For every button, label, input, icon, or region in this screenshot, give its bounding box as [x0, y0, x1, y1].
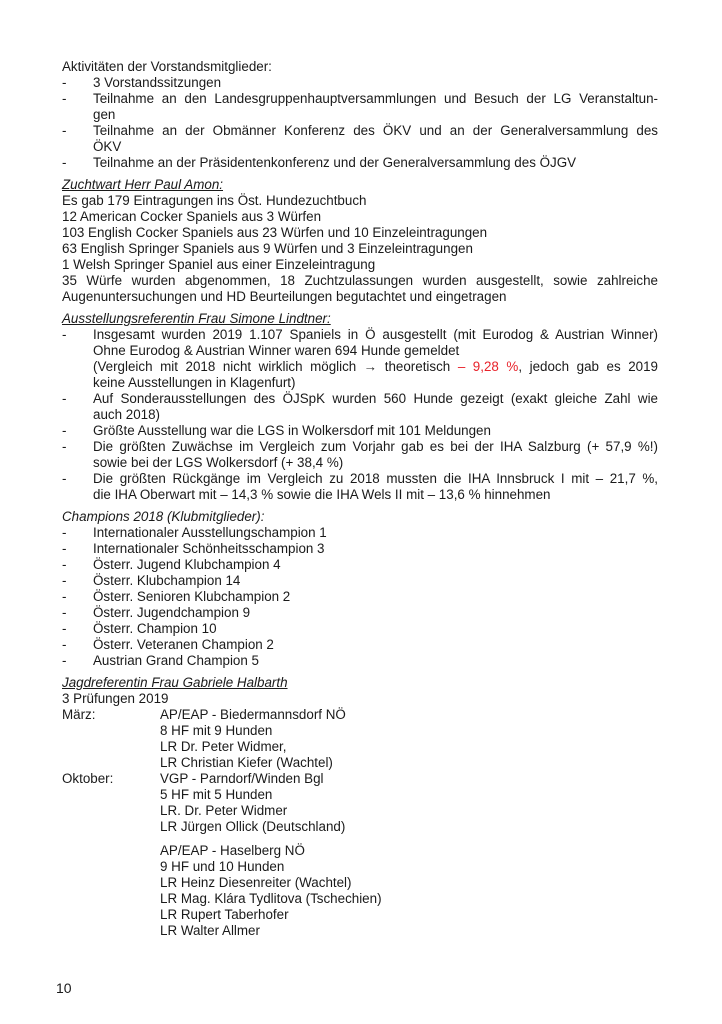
- page-number: 10: [56, 980, 72, 996]
- champion-text: Internationaler Schönheitsschampion 3: [93, 541, 325, 556]
- jagd-event-line: [62, 891, 658, 907]
- jagd-event-line: [62, 707, 658, 723]
- list-item: [62, 123, 658, 155]
- jagd-event-line: [62, 739, 658, 755]
- text-line: 12 American Cocker Spaniels aus 3 Würfen: [62, 209, 322, 224]
- text-line: Es gab 179 Eintragungen ins Öst. Hundezuchtbuch: [62, 193, 367, 208]
- bullet: -: [62, 439, 67, 454]
- jagd-event-line: [62, 819, 658, 835]
- jagd-event-label: Oktober:: [62, 771, 114, 786]
- jagd-event-label: [62, 755, 160, 771]
- bullet: -: [62, 155, 67, 170]
- list-item-text: Die größten Zuwächse im Vergleich zum Vorjahr gab es bei der IHA Salzburg (+ 57,9 %!): [93, 439, 658, 454]
- champion-text: Österr. Senioren Klubchampion 2: [93, 589, 291, 604]
- champion-text: Österr. Jugend Klubchampion 4: [93, 557, 281, 572]
- text-line: 35 Würfe wurden abgenommen, 18 Zuchtzulassungen wurden ausgestellt, sowie zahlreiche: [62, 273, 658, 288]
- champion-text: Österr. Klubchampion 14: [93, 573, 241, 588]
- champion-text: Internationaler Ausstellungschampion 1: [93, 525, 327, 540]
- jagd-event-line: [62, 755, 658, 771]
- jagd-event-line: [62, 859, 658, 875]
- jagd-event-label: März:: [62, 707, 96, 722]
- jagd-event-text: LR Jürgen Ollick (Deutschland): [160, 819, 346, 834]
- list-item-text: Teilnahme an der Präsidentenkonferenz und der Generalversammlung des ÖJGV: [93, 155, 577, 170]
- jagd-event-line: [62, 907, 658, 923]
- list-item: [62, 327, 658, 391]
- bullet: -: [62, 327, 67, 342]
- jagd-event-label: [62, 859, 160, 875]
- jagd-event-line: [62, 723, 658, 739]
- list-item-text: Die größten Rückgänge im Vergleich zu 2018 mussten die IHA Innsbruck I mit – 21,7 %,: [93, 471, 658, 486]
- text-span: , jedoch gab es 2019: [518, 359, 658, 374]
- list-item-text: Teilnahme an den Landesgruppenhauptversammlungen und Besuch der LG Veranstaltun-: [93, 91, 658, 106]
- ausstellung-heading: Ausstellungsreferentin Frau Simone Lindtner:: [62, 311, 331, 326]
- list-item-text: die IHA Oberwart mit – 14,3 % sowie die IHA Wels II mit – 13,6 % hinnehmen: [93, 487, 551, 502]
- zuchtwart-section: [62, 177, 658, 305]
- jagd-heading: Jagdreferentin Frau Gabriele Halbarth: [62, 675, 288, 690]
- list-item: [62, 91, 658, 123]
- list-item-text: keine Ausstellungen in Klagenfurt): [93, 375, 296, 390]
- jagd-event-label: [62, 875, 160, 891]
- jagd-event-label: [62, 819, 160, 835]
- bullet: -: [62, 423, 67, 438]
- jagd-section: [62, 675, 658, 939]
- list-item: [62, 423, 658, 439]
- list-item-text: gen: [93, 107, 116, 122]
- list-item-text: sowie bei der LGS Wolkersdorf (+ 38,4 %): [93, 455, 344, 470]
- jagd-event-label: [62, 803, 160, 819]
- jagd-event-text: LR Christian Kiefer (Wachtel): [160, 755, 333, 770]
- champion-item: [62, 637, 658, 653]
- jagd-event-text: 8 HF mit 9 Hunden: [160, 723, 273, 738]
- jagd-event-label: [62, 723, 160, 739]
- jagd-event-text: LR Heinz Diesenreiter (Wachtel): [160, 875, 352, 890]
- jagd-event-label: [62, 907, 160, 923]
- list-item: [62, 75, 658, 91]
- jagd-event-label: [62, 843, 160, 859]
- jagd-event-line: [62, 787, 658, 803]
- champion-text: Österr. Jugendchampion 9: [93, 605, 251, 620]
- jagd-event-text: VGP - Parndorf/Winden Bgl: [160, 771, 324, 786]
- jagd-event-label: [62, 891, 160, 907]
- text-line: 63 English Springer Spaniels aus 9 Würfen und 3 Einzeleintragungen: [62, 241, 473, 256]
- text-line: 1 Welsh Springer Spaniel aus einer Einzeleintragung: [62, 257, 376, 272]
- text-span: (Vergleich mit 2018 nicht wirklich möglich → theoretisch: [93, 359, 458, 374]
- bullet: -: [62, 91, 67, 106]
- champion-item: [62, 541, 658, 557]
- list-item: [62, 471, 658, 503]
- highlight-percentage: – 9,28 %: [457, 359, 519, 374]
- jagd-event-line: [62, 803, 658, 819]
- champion-text: Österr. Veteranen Champion 2: [93, 637, 274, 652]
- jagd-event-text: LR Dr. Peter Widmer,: [160, 739, 287, 754]
- jagd-event-label: [62, 739, 160, 755]
- jagd-event-text: LR Rupert Taberhofer: [160, 907, 289, 922]
- text-line: Augenuntersuchungen und HD Beurteilungen begutachtet und eingetragen: [62, 289, 507, 304]
- bullet: -: [62, 621, 67, 636]
- bullet: -: [62, 589, 67, 604]
- list-item-text: Größte Ausstellung war die LGS in Wolkersdorf mit 101 Meldungen: [93, 423, 491, 438]
- list-item-text: Auf Sonderausstellungen des ÖJSpK wurden 560 Hunde gezeigt (exakt gleiche Zahl wie: [93, 391, 658, 406]
- bullet: -: [62, 557, 67, 572]
- bullet: -: [62, 573, 67, 588]
- jagd-event-text: LR Walter Allmer: [160, 923, 260, 938]
- champion-item: [62, 605, 658, 621]
- jagd-intro: 3 Prüfungen 2019: [62, 691, 169, 706]
- list-item-text: ÖKV: [93, 139, 122, 154]
- bullet: -: [62, 541, 67, 556]
- list-item-text: auch 2018): [93, 407, 161, 422]
- champion-item: [62, 589, 658, 605]
- jagd-event-label: [62, 787, 160, 803]
- jagd-event-line: [62, 843, 658, 859]
- list-item-text: Ohne Eurodog & Austrian Winner waren 694 Hunde gemeldet: [93, 343, 460, 358]
- jagd-event-text: 5 HF mit 5 Hunden: [160, 787, 273, 802]
- jagd-event-line: [62, 875, 658, 891]
- bullet: -: [62, 123, 67, 138]
- jagd-event-line: [62, 923, 658, 939]
- list-item: [62, 155, 658, 171]
- champion-item: [62, 621, 658, 637]
- bullet: -: [62, 391, 67, 406]
- text-line: 103 English Cocker Spaniels aus 23 Würfen und 10 Einzeleintragungen: [62, 225, 488, 240]
- jagd-event-text: AP/EAP - Haselberg NÖ: [160, 843, 305, 858]
- bullet: -: [62, 605, 67, 620]
- champions-section: [62, 509, 658, 669]
- list-item-text: 3 Vorstandssitzungen: [93, 75, 222, 90]
- champion-item: [62, 525, 658, 541]
- list-item: [62, 391, 658, 423]
- list-item: [62, 439, 658, 471]
- champions-heading: Champions 2018 (Klubmitglieder):: [62, 509, 265, 524]
- champion-item: [62, 573, 658, 589]
- bullet: -: [62, 637, 67, 652]
- bullet: -: [62, 653, 67, 668]
- document-page: [62, 59, 658, 939]
- list-item-text: Insgesamt wurden 2019 1.107 Spaniels in Ö ausgestellt (mit Eurodog & Austrian Winner): [93, 327, 658, 342]
- jagd-event-label: [62, 923, 160, 939]
- activities-heading: Aktivitäten der Vorstandsmitglieder:: [62, 59, 272, 74]
- bullet: -: [62, 471, 67, 486]
- champion-item: [62, 557, 658, 573]
- champion-text: Österr. Champion 10: [93, 621, 217, 636]
- zuchtwart-heading: Zuchtwart Herr Paul Amon:: [62, 177, 223, 192]
- activities-section: [62, 59, 658, 171]
- ausstellung-section: [62, 311, 658, 503]
- jagd-event-text: AP/EAP - Biedermannsdorf NÖ: [160, 707, 346, 722]
- jagd-event-text: 9 HF und 10 Hunden: [160, 859, 285, 874]
- list-item-text: [93, 359, 658, 375]
- bullet: -: [62, 525, 67, 540]
- jagd-event-text: LR. Dr. Peter Widmer: [160, 803, 288, 818]
- list-item-text: Teilnahme an der Obmänner Konferenz des ÖKV und an der Generalversammlung des: [93, 123, 658, 138]
- champion-item: [62, 653, 658, 669]
- champion-text: Austrian Grand Champion 5: [93, 653, 259, 668]
- jagd-event-line: [62, 771, 658, 787]
- jagd-event-text: LR Mag. Klára Tydlitova (Tschechien): [160, 891, 382, 906]
- bullet: -: [62, 75, 67, 90]
